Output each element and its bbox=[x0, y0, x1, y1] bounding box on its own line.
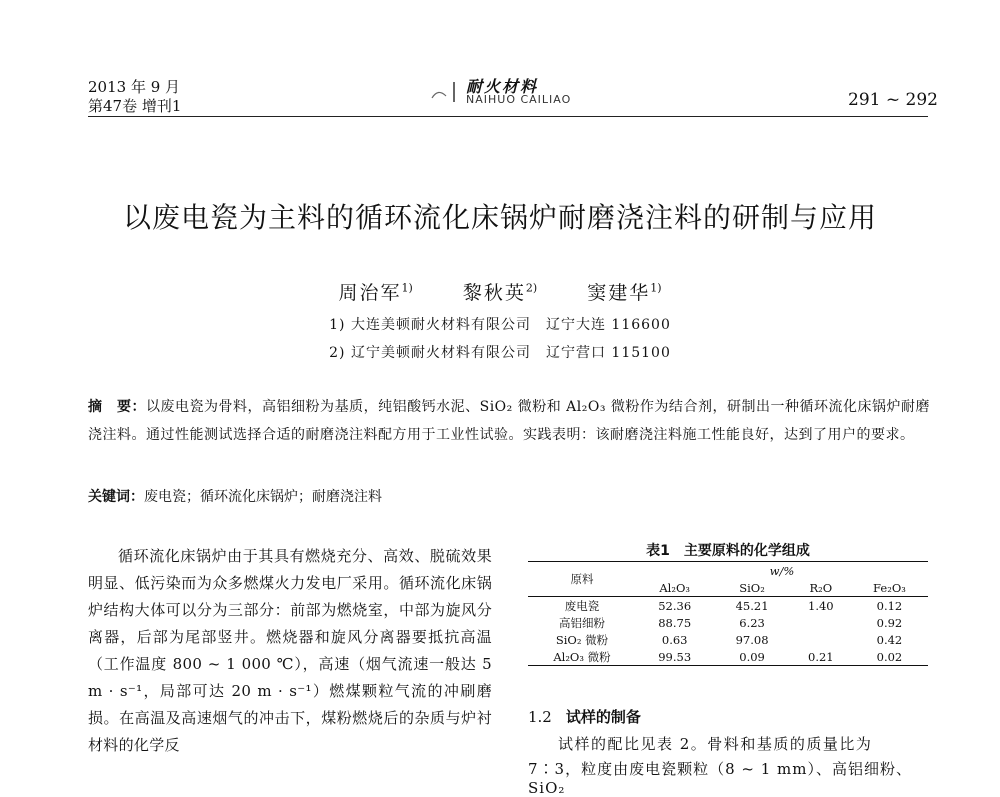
journal-logo-mark-icon bbox=[430, 80, 458, 104]
section-paragraph: 试样的配比见表 2。骨料和基质的质量比为 bbox=[558, 735, 873, 753]
table-row bbox=[528, 614, 928, 631]
table-col-header: R₂O bbox=[791, 579, 851, 597]
table-row bbox=[528, 597, 928, 615]
table-cell: 6.23 bbox=[739, 615, 765, 630]
table-cell: Al₂O₃ 微粉 bbox=[528, 648, 636, 666]
paper-title: 以废电瓷为主料的循环流化床锅炉耐磨浇注料的研制与应用 bbox=[122, 201, 877, 234]
page-range: 291 ~ 292 bbox=[848, 90, 938, 110]
table-header-unit: w/% bbox=[636, 562, 928, 580]
section-title: 试样的制备 bbox=[565, 708, 641, 726]
author-affil-mark: 1) bbox=[401, 281, 413, 295]
composition-table bbox=[528, 561, 928, 666]
table-cell bbox=[791, 631, 851, 648]
journal-name-cn: 耐火材料 bbox=[466, 77, 539, 96]
journal-logo bbox=[430, 74, 600, 108]
author-name: 窦建华 bbox=[587, 282, 651, 304]
table-col-header: SiO₂ bbox=[713, 579, 790, 597]
keywords bbox=[88, 486, 382, 506]
abstract-text: 以废电瓷为骨料，高铝细粉为基质，纯铝酸钙水泥、SiO₂ 微粉和 Al₂O₃ 微粉作为结合剂，研制出一种循环流化床锅炉耐磨浇注料。通过性能测试选择合适的耐磨浇注料配方用于工业性试验。实践表明：该耐磨浇注料施工性能良好，达到了用户的要求。 bbox=[88, 399, 930, 443]
table-cell: 0.02 bbox=[851, 648, 928, 666]
table-col-header: Fe₂O₃ bbox=[851, 579, 928, 597]
keywords-label: 关键词： bbox=[88, 489, 144, 505]
author-name: 黎秋英 bbox=[462, 282, 526, 304]
journal-name-en: NAIHUO CAILIAO bbox=[466, 93, 572, 106]
author-name: 周治军 bbox=[338, 282, 402, 304]
table-col-header: Al₂O₃ bbox=[636, 579, 713, 597]
table-caption: 表1 主要原料的化学组成 bbox=[646, 543, 810, 559]
table-cell: 88.75 bbox=[658, 615, 692, 630]
table-row bbox=[528, 648, 928, 666]
table-header-raw: 原料 bbox=[528, 562, 636, 597]
table-cell: 高铝细粉 bbox=[559, 615, 605, 630]
abstract bbox=[88, 393, 930, 449]
affiliation: 2) 辽宁美顿耐火材料有限公司 辽宁营口 115100 bbox=[329, 345, 671, 361]
table-cell: 0.09 bbox=[713, 648, 790, 666]
abstract-label: 摘 要： bbox=[88, 399, 147, 415]
table-cell: 0.42 bbox=[876, 632, 903, 647]
header-rule bbox=[88, 116, 928, 117]
section-heading bbox=[528, 706, 641, 727]
table-cell: 99.53 bbox=[636, 648, 713, 666]
table-cell: 97.08 bbox=[735, 632, 769, 647]
affiliation: 1) 大连美顿耐火材料有限公司 辽宁大连 116600 bbox=[329, 317, 671, 333]
author-list bbox=[0, 278, 1000, 305]
issue-date: 2013 年 9 月 bbox=[88, 78, 181, 96]
author-affil-mark: 1) bbox=[650, 281, 662, 295]
table-cell: SiO₂ 微粉 bbox=[555, 632, 609, 647]
table-cell bbox=[791, 614, 851, 631]
section-number: 1.2 bbox=[528, 708, 552, 726]
intro-paragraph: 循环流化床锅炉由于其具有燃烧充分、高效、脱硫效果明显、低污染而为众多燃煤火力发电厂采用。循环流化床锅炉结构大体可以分为三部分：前部为燃烧室，中部为旋风分离器，后部为尾部竖井。燃烧器和旋风分离器要抵抗高温（工作温度 800 ~ 1 000 ℃），高速（烟气流速一般达 5 m · s⁻¹，局部可达 20 m · s⁻¹）燃煤颗粒气流的冲刷磨损。在高温及高速烟气的冲击下，煤粉燃烧后的杂质与炉衬材料的化学反 bbox=[88, 547, 492, 754]
table-cell: 0.12 bbox=[876, 598, 903, 613]
section-paragraph-cut: 7∶3，粒度由废电瓷颗粒（8 ~ 1 mm）、高铝细粉、SiO₂ bbox=[528, 760, 912, 797]
author-affil-mark: 2) bbox=[525, 281, 538, 295]
issue-info bbox=[88, 78, 181, 116]
table-cell: 45.21 bbox=[735, 598, 769, 613]
table-cell: 52.36 bbox=[658, 598, 692, 613]
table-cell: 0.92 bbox=[876, 615, 903, 630]
table-row bbox=[528, 631, 928, 648]
keywords-text: 废电瓷；循环流化床锅炉；耐磨浇注料 bbox=[144, 489, 382, 505]
table-cell: 废电瓷 bbox=[564, 598, 600, 613]
issue-volume: 第47卷 增刊1 bbox=[88, 97, 182, 115]
table-cell: 1.40 bbox=[808, 598, 834, 613]
table-cell: 0.21 bbox=[791, 648, 851, 666]
table-cell: 0.63 bbox=[661, 632, 688, 647]
intro-column bbox=[88, 543, 492, 759]
